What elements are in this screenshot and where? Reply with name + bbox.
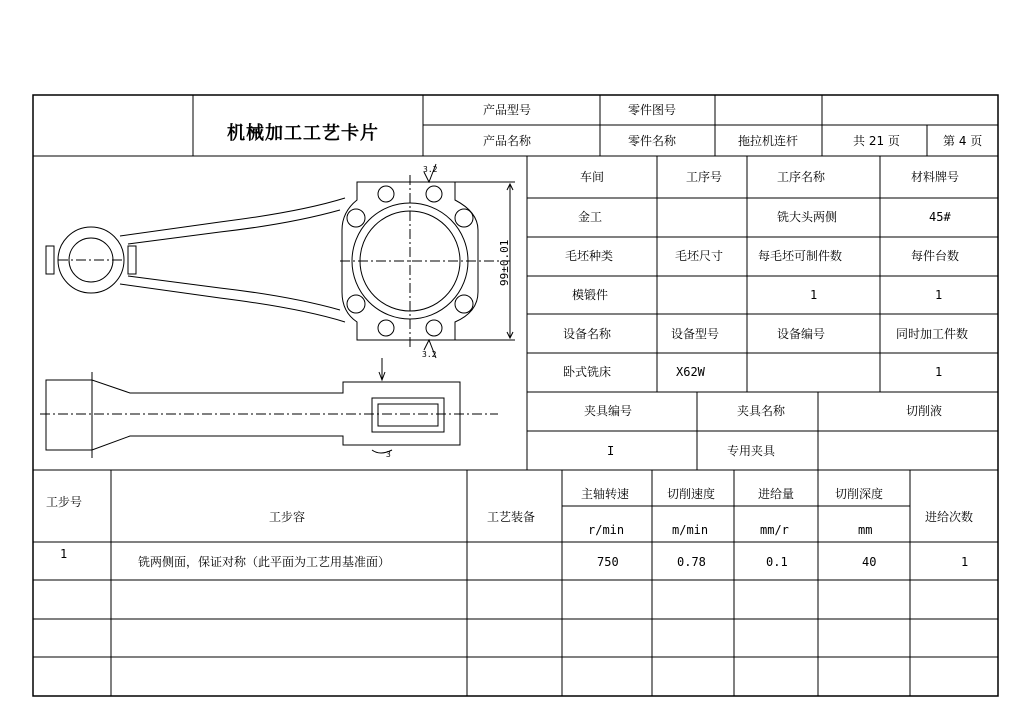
blank-type-label: 毛坯种类 [565, 249, 614, 263]
simultaneous-label: 同时加工件数 [896, 327, 969, 341]
card-title: 机械加工工艺卡片 [227, 123, 379, 144]
op-no-label: 工序号 [686, 170, 723, 184]
fixture-no-value: I [607, 444, 615, 458]
coolant-label: 切削液 [906, 404, 943, 418]
fixture-name-value: 专用夹具 [727, 444, 776, 458]
spindle-label: 主轴转速 [581, 487, 630, 501]
part-name-value: 拖拉机连杆 [738, 134, 799, 148]
op-name-label: 工序名称 [777, 170, 826, 184]
pieces-per-blank-value: 1 [810, 288, 818, 302]
cut-speed-label: 切削速度 [667, 487, 716, 501]
product-name-label: 产品名称 [483, 134, 532, 148]
depth-unit: mm [858, 523, 873, 537]
feed-label: 进给量 [758, 487, 795, 501]
passes-label: 进给次数 [925, 510, 974, 524]
feed-unit: mm/r [760, 523, 789, 537]
cut-speed-unit: m/min [672, 523, 709, 537]
equipment-model-label: 设备型号 [671, 327, 720, 341]
step-row-1-cut-speed: 0.78 [677, 555, 706, 569]
step-row-1-passes: 1 [961, 555, 969, 569]
step-row-1-spindle: 750 [597, 555, 619, 569]
fixture-no-label: 夹具编号 [584, 404, 633, 418]
rod-side-view [46, 380, 460, 450]
process-equipment-label: 工艺装备 [487, 510, 536, 524]
step-content-label: 工步容 [269, 510, 306, 524]
dimension-label: 99±0.01 [498, 239, 511, 286]
spindle-unit: r/min [588, 523, 625, 537]
total-pages: 共 21 页 [853, 134, 900, 148]
clamp-mark-label: 3 [386, 450, 391, 459]
op-name-value: 铣大头两侧 [777, 210, 838, 224]
depth-label: 切削深度 [835, 487, 884, 501]
product-model-label: 产品型号 [483, 103, 532, 117]
units-per-piece-label: 每件台数 [911, 249, 960, 263]
part-name-label: 零件名称 [628, 134, 677, 148]
material-value: 45# [929, 210, 951, 224]
blank-type-value: 模锻件 [572, 288, 609, 302]
equipment-no-label: 设备编号 [777, 327, 826, 341]
units-per-piece-value: 1 [935, 288, 943, 302]
rod-shank [120, 198, 345, 322]
pieces-per-blank-label: 每毛坯可制件数 [758, 249, 843, 263]
roughness-top-label: 3.2 [423, 165, 438, 174]
part-drawing-no-label: 零件图号 [628, 103, 677, 117]
step-row-1-no: 1 [60, 547, 68, 561]
roughness-bottom-label: 3.2 [422, 350, 437, 359]
fixture-name-label: 夹具名称 [737, 404, 786, 418]
step-row-1-depth: 40 [862, 555, 877, 569]
blank-size-label: 毛坯尺寸 [675, 249, 724, 263]
workshop-label: 车间 [580, 170, 605, 184]
step-no-label: 工步号 [46, 495, 83, 509]
page-number: 第 4 页 [943, 134, 983, 148]
equipment-model-value: X62W [676, 365, 705, 379]
simultaneous-value: 1 [935, 365, 943, 379]
step-row-1-content: 铣两侧面，保证对称（此平面为工艺用基准面） [138, 555, 391, 569]
workshop-value: 金工 [578, 210, 603, 224]
step-row-1-feed: 0.1 [766, 555, 788, 569]
equipment-name-label: 设备名称 [563, 327, 612, 341]
material-label: 材料牌号 [911, 170, 960, 184]
equipment-name-value: 卧式铣床 [563, 365, 612, 379]
